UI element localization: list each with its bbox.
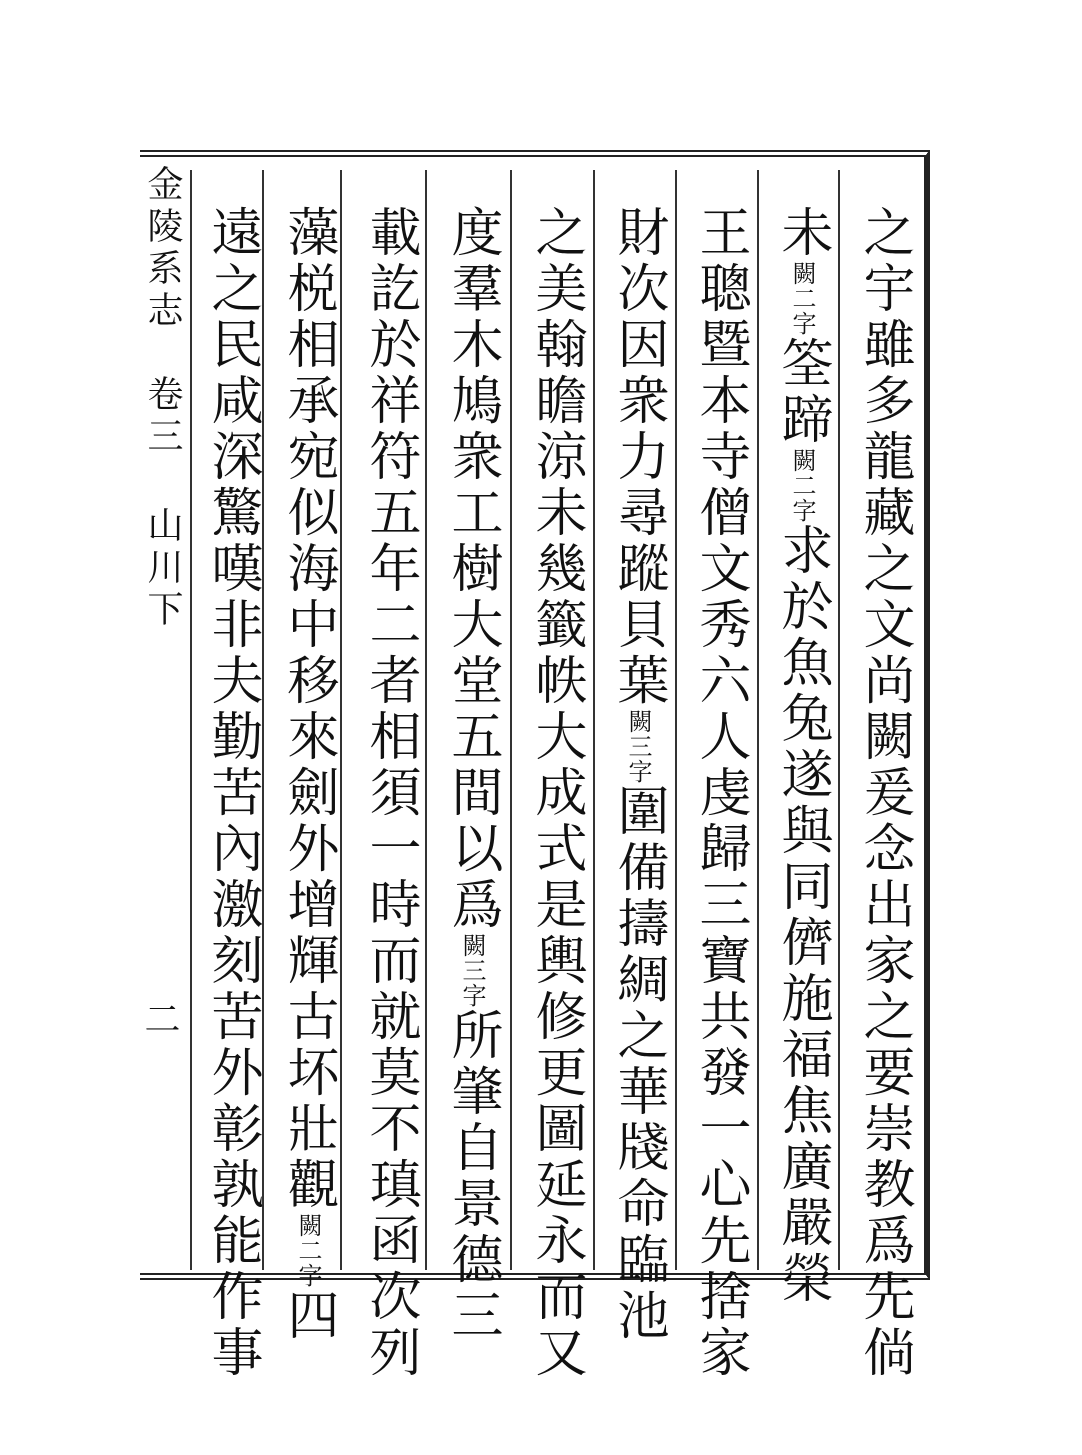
column-text: 王聰暨本寺僧文秀六人虔歸三寶共發一心先捨家 [690, 205, 750, 1381]
text-column-7 [354, 205, 426, 1381]
lacuna-note: 闕二字 [788, 261, 816, 336]
lacuna-note: 闕三字 [624, 709, 652, 784]
text-column-9 [196, 205, 268, 1381]
column-text: 之美翰瞻涼未幾籤帙大成式是輿修更圖延永而又 [526, 205, 586, 1381]
text-column-3 [684, 205, 756, 1381]
column-text: 圍備擣綢之華牋命臨池 [608, 784, 668, 1344]
column-text: 所肇自景德三 [442, 1008, 502, 1344]
column-text: 求於魚兔遂與同儕施福焦廣嚴榮 [772, 523, 832, 1307]
text-column-1 [848, 205, 920, 1381]
column-rule [838, 170, 840, 1270]
column-text: 遠之民咸深驚嘆非夫勤苦內激刻苦外彰孰能作事 [202, 205, 262, 1381]
book-title: 金陵系志 [142, 165, 183, 333]
text-column-6 [436, 205, 508, 1344]
column-text: 財次因衆力尋蹤貝葉 [608, 205, 668, 709]
lacuna-note: 闕三字 [458, 933, 486, 1008]
column-text: 筌蹄 [772, 336, 832, 448]
lacuna-note: 闕二字 [788, 448, 816, 523]
column-rule [190, 170, 192, 1270]
column-rule [593, 170, 595, 1270]
column-text: 四 [278, 1288, 338, 1344]
column-rule [757, 170, 759, 1270]
text-column-2 [766, 205, 838, 1307]
column-text: 未 [772, 205, 832, 261]
text-column-4 [602, 205, 674, 1344]
column-text: 藻棁相承宛似海中移來劍外增輝古坏壯觀 [278, 205, 338, 1213]
column-rule [675, 170, 677, 1270]
lacuna-note: 闕二字 [294, 1213, 322, 1288]
text-column-8 [272, 205, 344, 1344]
margin-title [138, 165, 186, 1265]
column-text: 載訖於祥符五年二者相須一時而就莫不瑱函次列 [360, 205, 420, 1381]
volume-title: 卷三 山川下 [142, 375, 183, 632]
page-number: 二 [139, 1000, 180, 1036]
column-rule [510, 170, 512, 1270]
text-column-5 [520, 205, 592, 1381]
column-text: 度羣木鳩衆工樹大堂五間以爲 [442, 205, 502, 933]
column-text: 之宇雖多龍藏之文尚闕爰念出家之要崇教爲先倘 [854, 205, 914, 1381]
